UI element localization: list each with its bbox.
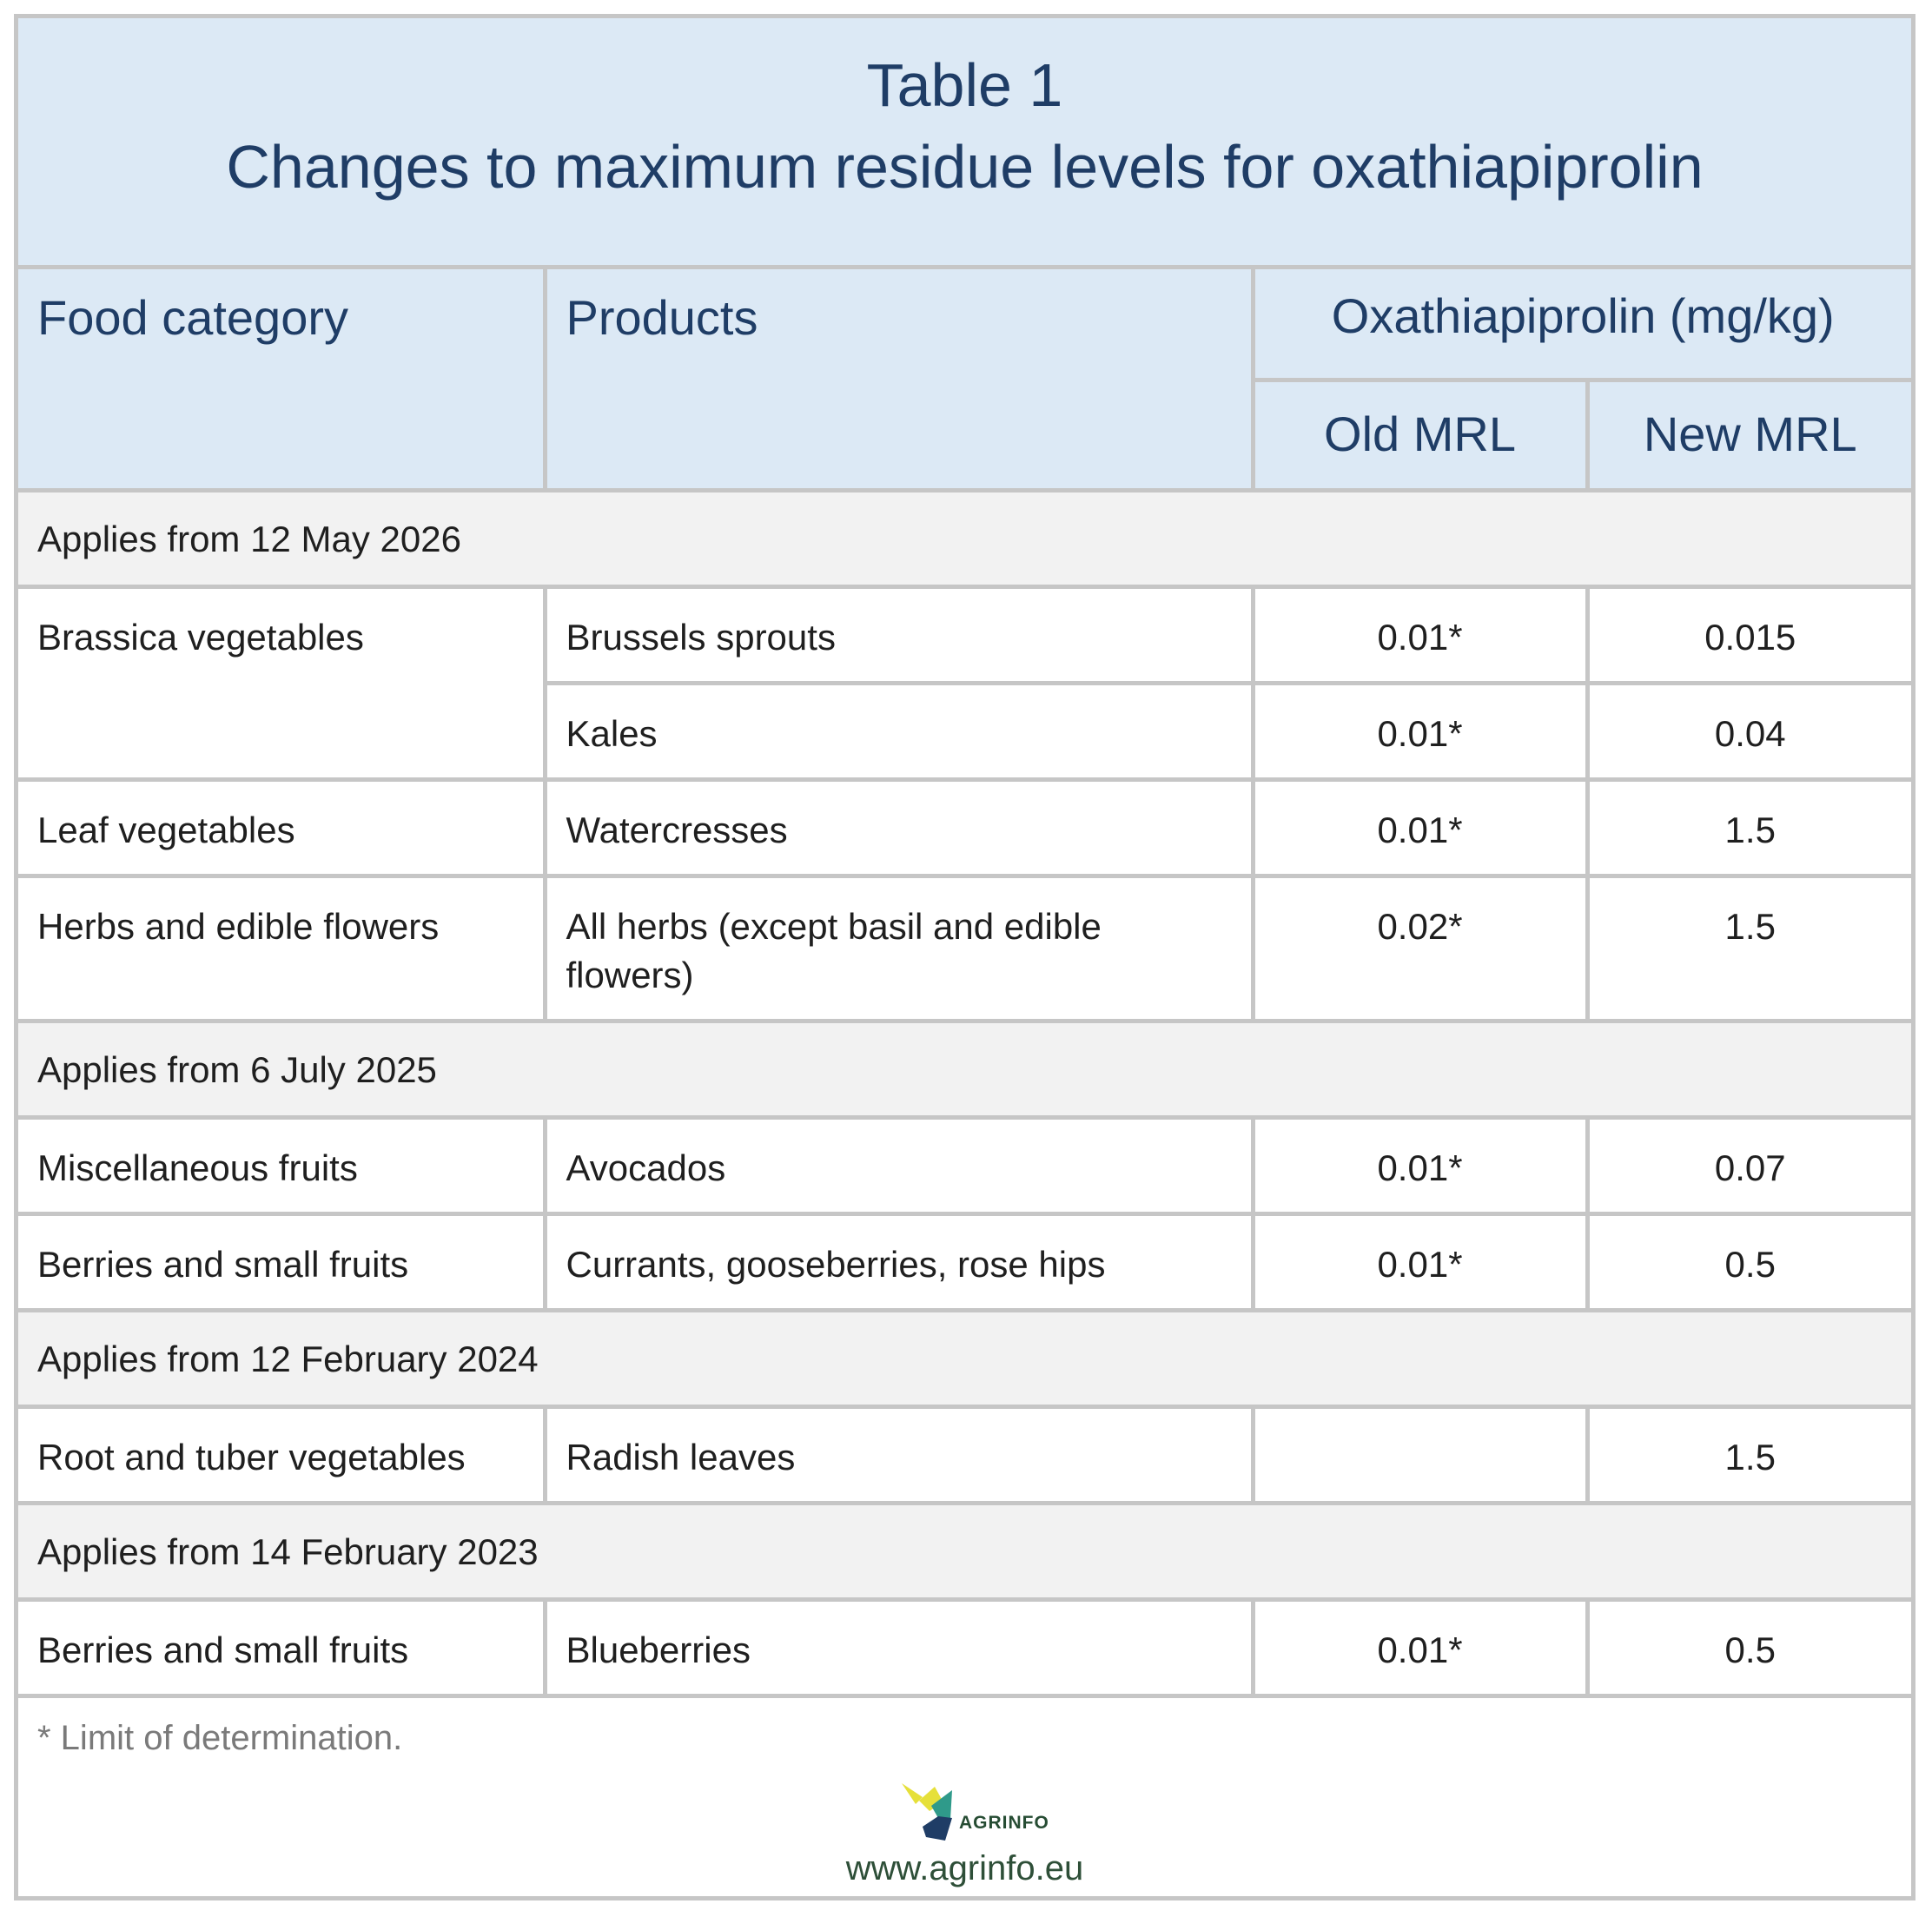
new-mrl-cell: 0.07	[1587, 1117, 1911, 1213]
header-oxathiapiprolin: Oxathiapiprolin (mg/kg)	[1253, 269, 1911, 380]
table-card	[14, 14, 1915, 1900]
table-number: Table 1	[866, 51, 1063, 119]
title-block	[18, 18, 1911, 269]
product-cell: Currants, gooseberries, rose hips	[545, 1213, 1253, 1310]
food-category-cell: Root and tuber vegetables	[18, 1406, 545, 1503]
header-food-category: Food category	[18, 269, 545, 490]
new-mrl-cell: 1.5	[1587, 779, 1911, 876]
food-category-cell: Brassica vegetables	[18, 586, 545, 779]
product-cell: Brussels sprouts	[545, 586, 1253, 683]
old-mrl-cell: 0.01*	[1253, 1117, 1587, 1213]
product-cell: Kales	[545, 683, 1253, 779]
product-cell: Avocados	[545, 1117, 1253, 1213]
section-label: Applies from 12 February 2024	[18, 1310, 1911, 1406]
section-label: Applies from 6 July 2025	[18, 1021, 1911, 1117]
food-category-cell: Leaf vegetables	[18, 779, 545, 876]
food-category-cell: Herbs and edible flowers	[18, 876, 545, 1021]
food-category-cell: Miscellaneous fruits	[18, 1117, 545, 1213]
food-category-cell: Berries and small fruits	[18, 1599, 545, 1696]
new-mrl-cell: 1.5	[1587, 876, 1911, 1021]
mrl-table	[18, 269, 1911, 1698]
new-mrl-cell: 0.5	[1587, 1213, 1911, 1310]
old-mrl-cell: 0.01*	[1253, 1213, 1587, 1310]
old-mrl-cell: 0.02*	[1253, 876, 1587, 1021]
footnote: * Limit of determination.	[37, 1719, 403, 1757]
old-mrl-cell: 0.01*	[1253, 683, 1587, 779]
logo-text: AGRINFO	[959, 1813, 1049, 1833]
new-mrl-cell: 1.5	[1587, 1406, 1911, 1503]
section-label: Applies from 14 February 2023	[18, 1503, 1911, 1599]
header-products: Products	[545, 269, 1253, 490]
old-mrl-cell: 0.01*	[1253, 1599, 1587, 1696]
product-cell: Blueberries	[545, 1599, 1253, 1696]
section-label: Applies from 12 May 2026	[18, 490, 1911, 586]
website-link[interactable]: www.agrinfo.eu	[845, 1849, 1084, 1887]
product-cell: Radish leaves	[545, 1406, 1253, 1503]
product-cell: Watercresses	[545, 779, 1253, 876]
new-mrl-cell: 0.5	[1587, 1599, 1911, 1696]
old-mrl-cell: 0.01*	[1253, 586, 1587, 683]
old-mrl-cell: 0.01*	[1253, 779, 1587, 876]
old-mrl-cell	[1253, 1406, 1587, 1503]
header-new-mrl: New MRL	[1587, 380, 1911, 490]
product-cell: All herbs (except basil and edible flowers)	[545, 876, 1253, 1021]
food-category-cell: Berries and small fruits	[18, 1213, 545, 1310]
new-mrl-cell: 0.015	[1587, 586, 1911, 683]
new-mrl-cell: 0.04	[1587, 683, 1911, 779]
header-old-mrl: Old MRL	[1253, 380, 1587, 490]
table-title: Changes to maximum residue levels for oxathiapiprolin	[226, 133, 1704, 201]
